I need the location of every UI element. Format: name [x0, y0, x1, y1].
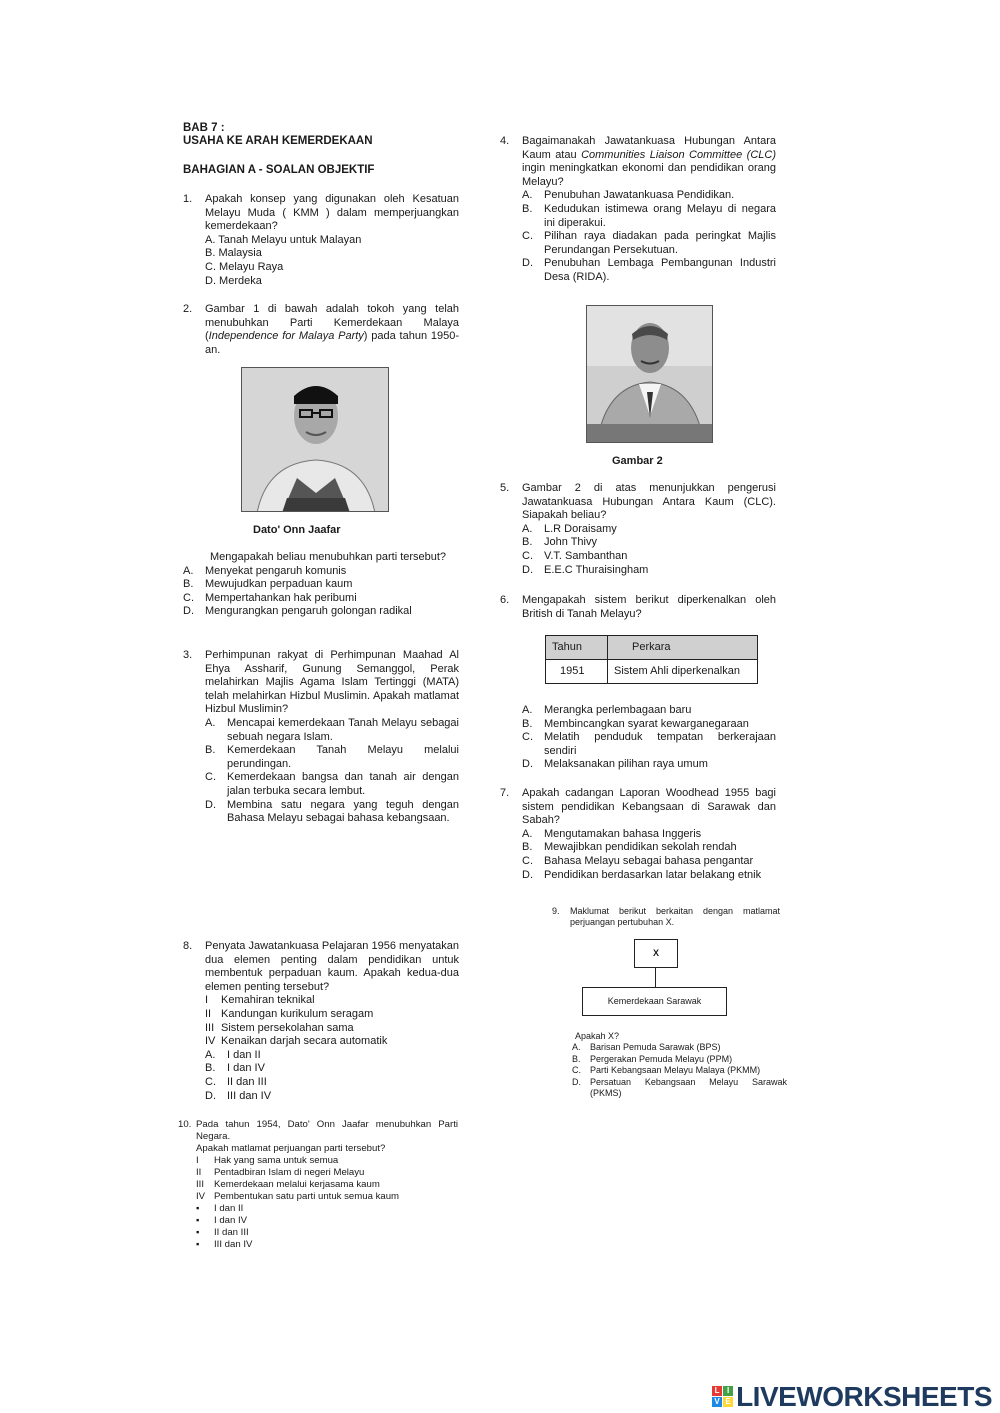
- section-title: BAHAGIAN A - SOALAN OBJEKTIF: [183, 164, 375, 176]
- option-c: Pilihan raya diadakan pada peringkat Majlis Perundangan Persekutuan.: [544, 230, 776, 256]
- option-letter: B.: [205, 744, 216, 757]
- item-numeral: III: [196, 1179, 204, 1190]
- photo-clc-chairman: [586, 305, 713, 443]
- option-letter: C.: [522, 549, 533, 562]
- option-letter: C.: [572, 1065, 581, 1076]
- system-table: [545, 635, 758, 684]
- question-number: 9.: [552, 906, 560, 916]
- option-letter: D.: [572, 1076, 581, 1087]
- table-header-row: [546, 636, 758, 660]
- option-a: Mencapai kemerdekaan Tanah Melayu sebagai sebuah negara Islam.: [227, 716, 459, 743]
- bullet-icon: ▪: [196, 1203, 200, 1214]
- item-text: Kemahiran teknikal: [221, 994, 315, 1007]
- question-6-options: [500, 704, 776, 772]
- bullet-icon: ▪: [196, 1239, 200, 1250]
- option-letter: C.: [522, 731, 533, 744]
- question-1: [183, 193, 459, 288]
- option-letter: C.: [205, 1075, 216, 1088]
- option-b: Mewujudkan perpaduan kaum: [205, 578, 353, 591]
- option-letter: B.: [522, 536, 533, 549]
- question-4: [500, 135, 776, 285]
- option-letter: A.: [183, 564, 194, 577]
- question-9: [552, 906, 780, 929]
- question-3: [183, 649, 459, 826]
- item-text: Kandungan kurikulum seragam: [221, 1007, 374, 1020]
- option-b: Pergerakan Pemuda Melayu (PPM): [590, 1053, 733, 1064]
- item-numeral: IV: [205, 1035, 216, 1048]
- question-2: [183, 303, 459, 357]
- option-letter: A.: [205, 716, 216, 729]
- question-5: [500, 482, 776, 577]
- option-letter: B.: [522, 841, 533, 854]
- option-b: Membincangkan syarat kewarganegaraan: [544, 717, 749, 730]
- question-number: 1.: [183, 193, 193, 205]
- question-text: Pada tahun 1954, Dato' Onn Jaafar menubuhkan Parti Negara.: [196, 1119, 458, 1142]
- table-header: Perkara: [608, 636, 758, 660]
- item-numeral: II: [196, 1167, 202, 1178]
- option-letter: A.: [572, 1042, 581, 1053]
- option-letter: B.: [522, 717, 533, 730]
- option-a: I dan II: [227, 1048, 261, 1061]
- logo-letter: I: [723, 1386, 733, 1396]
- option-a: L.R Doraisamy: [544, 522, 617, 535]
- option-letter: C.: [522, 230, 533, 243]
- question-7: [500, 787, 776, 882]
- option-letter: A.: [205, 1048, 216, 1061]
- question-2-options: [183, 551, 459, 619]
- question-number: 4.: [500, 135, 510, 147]
- item-numeral: II: [205, 1007, 212, 1020]
- table-cell: Sistem Ahli diperkenalkan: [608, 660, 758, 684]
- option-c: Parti Kebangsaan Melayu Malaya (PKMM): [590, 1065, 761, 1076]
- item-numeral: III: [205, 1021, 215, 1034]
- logo-letter: E: [723, 1397, 733, 1407]
- question-9-options: [572, 1031, 787, 1099]
- option-letter: B.: [205, 1062, 216, 1075]
- option-letter: B.: [183, 578, 194, 591]
- option-b: Mewajibkan pendidikan sekolah rendah: [544, 841, 737, 854]
- option-2: I dan IV: [214, 1215, 248, 1226]
- item-text: Pembentukan satu parti untuk semua kaum: [214, 1191, 400, 1202]
- option-4: III dan IV: [214, 1239, 253, 1250]
- question-number: 8.: [183, 940, 193, 952]
- option-b: I dan IV: [227, 1062, 265, 1075]
- question-text: Maklumat berikut berkaitan dengan matlamat perjuangan pertubuhan X.: [570, 906, 780, 928]
- question-text: Perhimpunan rakyat di Perhimpunan Maahad Al Ehya Assharif, Gunung Semanggol, Perak melahirkan Majlis Agama Islam Tertinggi (MATA) telah melahirkan Hizbul Muslimin. Apakah matlamat Hizbul Muslimin?: [205, 649, 459, 716]
- option-letter: C.: [205, 771, 216, 784]
- option-d: Persatuan Kebangsaan Melayu Sarawak (PKMS): [590, 1076, 787, 1099]
- option-c: Bahasa Melayu sebagai bahasa pengantar: [544, 854, 754, 867]
- item-text: Hak yang sama untuk semua: [214, 1155, 339, 1166]
- option-a: Merangka perlembagaan baru: [544, 704, 692, 716]
- item-numeral: IV: [196, 1191, 206, 1202]
- item-numeral: I: [205, 994, 209, 1007]
- logo-letter: V: [712, 1397, 722, 1407]
- chapter-title: USAHA KE ARAH KEMERDEKAAN: [183, 135, 373, 147]
- option-c: Melatih penduduk tempatan berkerajaan sendiri: [544, 731, 776, 757]
- photo-onn-jaafar: [241, 367, 389, 512]
- question-10: [178, 1119, 458, 1251]
- item-text: Kemerdekaan melalui kerjasama kaum: [214, 1179, 380, 1190]
- question-stem: Apakah matlamat perjuangan parti tersebut?: [196, 1143, 386, 1154]
- question-text: Gambar 1 di bawah adalah tokoh yang telah menubuhkan Parti Kemerdekaan Malaya (Independence for Malaya Party) pada tahun 1950-an.: [205, 303, 460, 356]
- logo-grid-icon: [712, 1386, 733, 1407]
- box-goal: Kemerdekaan Sarawak: [582, 987, 727, 1016]
- option-letter: D.: [522, 868, 533, 881]
- option-letter: A.: [522, 189, 533, 202]
- option-letter: D.: [522, 257, 533, 270]
- question-text: Penyata Jawatankuasa Pelajaran 1956 menyatakan dua elemen penting dalam pendidikan untuk membentuk perpaduan kaum. Apakah kedua-dua elemen penting tersebut?: [205, 940, 459, 993]
- chapter-label: BAB 7 :: [183, 122, 225, 134]
- option-a: Barisan Pemuda Sarawak (BPS): [590, 1042, 721, 1053]
- question-number: 5.: [500, 482, 510, 494]
- question-6: [500, 594, 776, 621]
- option-d: Mengurangkan pengaruh golongan radikal: [205, 605, 412, 618]
- option-letter: D.: [183, 605, 194, 618]
- question-text: Bagaimanakah Jawatankuasa Hubungan Antara Kaum atau Communities Liaison Committee (CLC) ingin meningkatkan ekonomi dan pendidikan orang Melayu?: [522, 135, 776, 188]
- question-stem: Apakah X?: [575, 1031, 620, 1041]
- logo-text: LIVEWORKSHEETS: [736, 1380, 992, 1412]
- option-b: Kedudukan istimewa orang Melayu di negara ini diperakui.: [544, 202, 776, 229]
- photo-2-caption: Gambar 2: [612, 455, 663, 467]
- option-d: Membina satu negara yang teguh dengan Bahasa Melayu sebagai bahasa kebangsaan.: [227, 798, 459, 825]
- option-a: Mengutamakan bahasa Inggeris: [544, 827, 702, 840]
- table-row: [546, 660, 758, 684]
- photo-1-caption: Dato' Onn Jaafar: [253, 524, 341, 536]
- option-b: Kemerdekaan Tanah Melayu melalui perundingan.: [227, 744, 459, 770]
- option-letter: C.: [183, 591, 194, 604]
- bullet-icon: ▪: [196, 1215, 200, 1226]
- question-number: 2.: [183, 303, 193, 315]
- bullet-icon: ▪: [196, 1227, 200, 1238]
- question-text: Mengapakah sistem berikut diperkenalkan oleh British di Tanah Melayu?: [522, 594, 776, 620]
- option-a: Penubuhan Jawatankuasa Pendidikan.: [544, 189, 735, 202]
- portrait-image: [587, 306, 713, 443]
- question-number: 6.: [500, 594, 510, 606]
- item-numeral: I: [196, 1155, 199, 1166]
- option-c: Mempertahankan hak peribumi: [205, 591, 357, 604]
- question-number: 10.: [178, 1119, 192, 1130]
- option-c: II dan III: [227, 1075, 267, 1088]
- option-letter: C.: [522, 854, 533, 867]
- box-x: X: [634, 939, 678, 968]
- option-3: II dan III: [214, 1227, 249, 1238]
- option-letter: A.: [522, 704, 533, 716]
- option-letter: D.: [205, 1089, 216, 1102]
- option-letter: B.: [572, 1053, 581, 1064]
- option-letter: B.: [522, 202, 533, 215]
- option-a: A. Tanah Melayu untuk Malayan: [205, 233, 362, 246]
- question-text: Apakah cadangan Laporan Woodhead 1955 bagi sistem pendidikan Kebangsaan di Sarawak dan Sabah?: [522, 787, 776, 827]
- option-b: B. Malaysia: [205, 247, 262, 260]
- option-letter: D.: [522, 563, 533, 576]
- option-1: I dan II: [214, 1203, 244, 1214]
- question-text: Gambar 2 di atas menunjukkan pengerusi Jawatankuasa Hubungan Antara Kaum (CLC). Siapakah beliau?: [522, 482, 776, 522]
- table-header: Tahun: [546, 636, 608, 660]
- portrait-image: [242, 368, 389, 512]
- option-c: C. Melayu Raya: [205, 260, 284, 273]
- question-8: [183, 940, 459, 1103]
- table-cell: 1951: [546, 660, 608, 684]
- option-d: E.E.C Thuraisingham: [544, 563, 649, 576]
- option-c: Kemerdekaan bangsa dan tanah air dengan jalan terbuka secara lembut.: [227, 771, 459, 797]
- connector-line: [655, 968, 656, 987]
- item-text: Kenaikan darjah secara automatik: [221, 1035, 388, 1048]
- option-a: Menyekat pengaruh komunis: [205, 564, 347, 577]
- option-d: III dan IV: [227, 1089, 272, 1102]
- option-d: Penubuhan Lembaga Pembangunan Industri Desa (RIDA).: [544, 257, 776, 283]
- option-d: Pendidikan berdasarkan latar belakang etnik: [544, 868, 762, 881]
- question-number: 3.: [183, 649, 193, 661]
- option-b: John Thivy: [544, 536, 597, 549]
- option-letter: A.: [522, 827, 533, 840]
- question-stem: Mengapakah beliau menubuhkan parti tersebut?: [210, 551, 447, 563]
- question-number: 7.: [500, 787, 510, 799]
- item-text: Sistem persekolahan sama: [221, 1021, 354, 1034]
- question-text: Apakah konsep yang digunakan oleh Kesatuan Melayu Muda ( KMM ) dalam memperjuangkan kemerdekaan?: [205, 193, 459, 233]
- option-letter: A.: [522, 522, 533, 535]
- option-letter: D.: [522, 758, 533, 771]
- option-d: Melaksanakan pilihan raya umum: [544, 758, 708, 771]
- logo-letter: L: [712, 1386, 722, 1396]
- liveworksheets-logo[interactable]: [712, 1380, 992, 1412]
- option-d: D. Merdeka: [205, 274, 262, 287]
- option-letter: D.: [205, 798, 216, 811]
- item-text: Pentadbiran Islam di negeri Melayu: [214, 1167, 365, 1178]
- option-c: V.T. Sambanthan: [544, 549, 628, 562]
